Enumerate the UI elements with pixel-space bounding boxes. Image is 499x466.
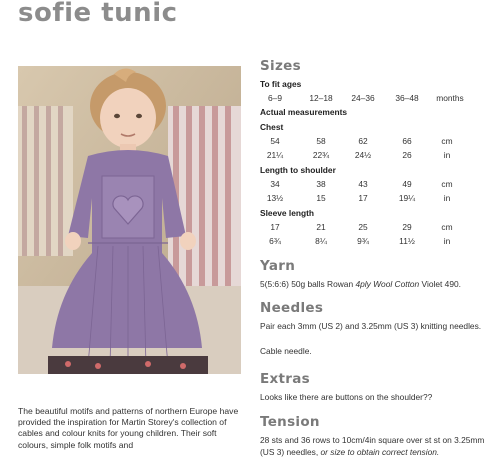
unit-cell: in [443, 150, 451, 160]
sleeve-label: Sleeve length [260, 208, 314, 218]
cell: 62 [358, 136, 368, 146]
age-cell: 6–9 [268, 93, 282, 103]
cell: 9¾ [357, 236, 369, 246]
cell: 34 [270, 179, 280, 189]
cell: 11½ [399, 236, 415, 246]
intro-paragraph: The beautiful motifs and patterns of northern Europe have provided the inspiration for Martin Storey's collection of cables and colour knits for young children. Their soft colours, simple folk motifs and [18, 406, 239, 450]
length-in-row [260, 193, 490, 205]
product-photo [18, 66, 241, 374]
needles-heading: Needles [260, 300, 324, 316]
chest-label: Chest [260, 122, 284, 132]
tension-text-a: 28 sts and 36 rows to 10cm/4in square over st st on 3.25mm (US 3) needles, [260, 435, 485, 457]
sleeve-cm-row [260, 222, 490, 234]
sleeve-in-row [260, 236, 490, 248]
length-label: Length to shoulder [260, 165, 336, 175]
cell: 6¾ [269, 236, 281, 246]
cell: 24½ [354, 150, 372, 160]
cell: 49 [402, 179, 412, 189]
cell: 22¾ [312, 150, 330, 160]
yarn-heading: Yarn [260, 258, 296, 274]
to-fit-label: To fit ages [260, 79, 302, 89]
cell: 25 [358, 222, 368, 232]
cell: 15 [316, 193, 326, 203]
cell: 8¼ [315, 236, 327, 246]
cell: 19¼ [398, 193, 416, 203]
chest-in-row [260, 150, 490, 162]
cell: 21 [316, 222, 326, 232]
cell: 17 [270, 222, 280, 232]
cell: 21¼ [266, 150, 284, 160]
age-cell: 36–48 [395, 93, 419, 103]
unit-cell: cm [441, 222, 453, 232]
cell: 38 [316, 179, 326, 189]
tension-heading: Tension [260, 414, 320, 430]
unit-cell: cm [441, 136, 453, 146]
cell: 58 [316, 136, 326, 146]
age-cell: 12–18 [309, 93, 333, 103]
yarn-text [260, 278, 490, 290]
tension-text [260, 434, 496, 458]
length-cm-row [260, 179, 490, 191]
unit-cell: in [443, 193, 451, 203]
yarn-text-a: 5(5:6:6) 50g balls Rowan [260, 279, 356, 289]
extras-heading: Extras [260, 371, 310, 387]
actual-measurements-label: Actual measurements [260, 107, 348, 117]
child-in-tunic-image [18, 66, 241, 374]
chest-cm-row [260, 136, 490, 148]
cell: 26 [402, 150, 412, 160]
needles-text-2: Cable needle. [260, 346, 312, 356]
yarn-name: 4ply Wool Cotton [355, 279, 420, 289]
cell: 13½ [266, 193, 284, 203]
age-cell: 24–36 [351, 93, 375, 103]
page-title: sofie tunic [18, 0, 178, 28]
yarn-text-b: Violet 490. [419, 279, 461, 289]
cell: 29 [402, 222, 412, 232]
cell: 17 [358, 193, 368, 203]
ages-row [260, 93, 490, 105]
cell: 66 [402, 136, 412, 146]
cell: 43 [358, 179, 368, 189]
needles-text: Pair each 3mm (US 2) and 3.25mm (US 3) knitting needles. [260, 321, 482, 331]
tension-note: or size to obtain correct tension. [320, 447, 440, 457]
age-unit: months [436, 93, 464, 103]
sizes-heading: Sizes [260, 58, 301, 74]
extras-text: Looks like there are buttons on the shoulder?? [260, 392, 433, 402]
unit-cell: in [443, 236, 451, 246]
unit-cell: cm [441, 179, 453, 189]
cell: 54 [270, 136, 280, 146]
